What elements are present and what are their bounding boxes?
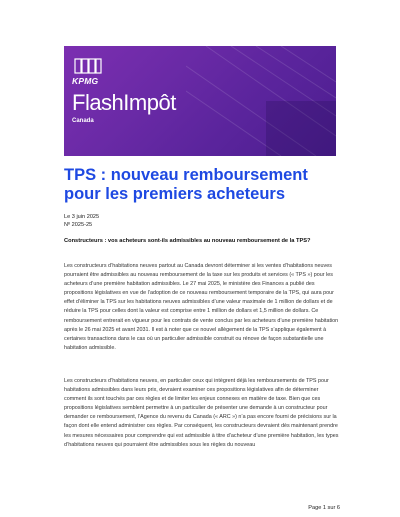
page-number: Page 1 sur 6 (308, 505, 340, 511)
document-title: TPS : nouveau remboursement pour les premiers acheteurs (64, 166, 308, 203)
banner-pattern (186, 46, 336, 156)
kpmg-logo-text: KPMG (72, 76, 99, 86)
document-meta (64, 214, 99, 229)
section-question: Constructeurs : vos acheteurs sont-ils admissibles au nouveau remboursement de la TPS? (64, 238, 311, 244)
body-paragraph-1: Les constructeurs d’habitations neuves partout au Canada devront déterminer si les ventes d’habitations neuves pourraient être admissibles au nouveau remboursement de la taxe sur les produits et services (« TPS ») pour les acheteurs d’une première habitation admissibles. Le 27 mai 2025, le ministère des Finances a publié des propositions législatives en vue de l’adoption de ce nouveau remboursement temporaire de la TPS, qui aura pour effet d’éliminer la TPS sur les habitations neuves admissibles d’une valeur maximale de 1 million de dollars et de réduire la TPS pour celles dont la valeur est comprise entre 1 million de dollars et 1,5 million de dollars. Ce remboursement entrerait en vigueur pour les contrats de vente conclus par les acheteurs d’une première habitation après le 26 mai 2025 et avant 2031. Il est à noter que ce nouvel allègement de la TPS s’applique également à certaines transactions dans le cas où un particulier admissible construit ou rénove de façon substantielle une habitation admissible. (64, 263, 339, 351)
publication-number: Nº 2025-25 (64, 221, 93, 228)
publication-region: Canada (72, 118, 94, 124)
publication-brand: FlashImpôt (72, 90, 176, 115)
kpmg-logo-icon (74, 58, 102, 74)
header-banner (64, 46, 336, 156)
publication-date: Le 3 juin 2025 (64, 214, 100, 220)
body-paragraph-2: Les constructeurs d’habitations neuves, en particulier ceux qui intègrent déjà les remboursements de TPS pour habitations admissibles dans leurs prix, devraient examiner ces propositions législatives afin de déterminer comment ils sont touchés par ces règles et de limiter les enjeux connexes en matière de taxe. Bien que ces propositions législatives semblent permettre à un particulier de présenter une demande à un constructeur pour demander ce remboursement, l’Agence du revenu du Canada (« ARC ») n’a pas encore fourni de précisions sur la façon dont elle entend administrer ces règles. Par conséquent, les constructeurs devraient dès maintenant prendre les mesures nécessaires pour comprendre qui est admissible à titre d’acheteur d’une première habitation, les types d’habitations neuves qui pourraient être admissibles sous les règles du nouveau (64, 378, 339, 448)
